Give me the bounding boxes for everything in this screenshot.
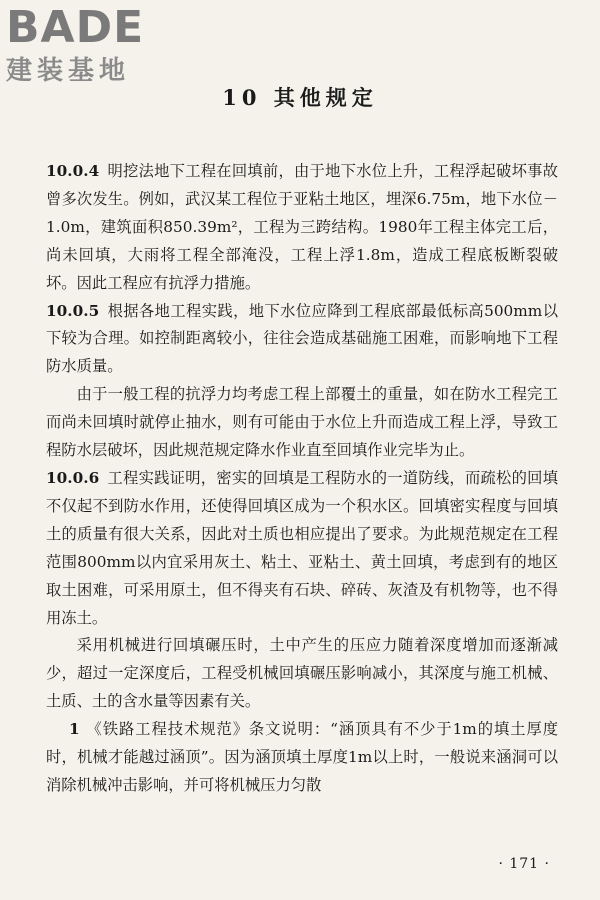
chapter-title: 10 其他规定: [222, 85, 378, 110]
clause-number: 10.0.5: [46, 301, 100, 320]
clause-text: 工程实践证明，密实的回填是工程防水的一道防线，而疏松的回填不仅起不到防水作用，还使得回填区成为一个积水区。回填密实程度与回填土的质量有很大关系，因此对土质也相应提出了要求。为此规范规定在工程范围800mm以内宜采用灰土、粘土、亚粘土、黄土回填，考虑到有的地区取土困难，可采用原土，但不得夹有石块、碎砖、灰渣及有机物等，也不得用冻土。: [46, 468, 558, 627]
clause-number: 10.0.4: [46, 162, 100, 180]
clause-10-0-4: [46, 158, 558, 298]
clause-text: 明挖法地下工程在回填前，由于地下水位上升，工程浮起破坏事故曾多次发生。例如，武汉某工程位于亚粘土地区，埋深6.75m，地下水位－1.0m，建筑面积850.39m²，工程为三跨结构。1980年工程主体完工后，尚未回填，大雨将工程全部淹没，工程上浮1.8m，造成工程底板断裂破坏。因此工程应有抗浮力措施。: [46, 162, 558, 292]
paragraph: 采用机械进行回填碾压时，土中产生的压应力随着深度增加而逐渐减少，超过一定深度后，工程受机械回填碾压影响减小，其深度与施工机械、土质、土的含水量等因素有关。: [46, 636, 558, 711]
clause-10-0-6: [46, 465, 558, 632]
clause-10-0-5: [46, 298, 558, 382]
document-body: [46, 158, 558, 800]
clause-text: 根据各地工程实践，地下水位应降到工程底部最低标高500mm以下较为合理。如控制距离较小，往往会造成基础施工困难，而影响地下工程防水质量。: [46, 301, 558, 376]
page-number: · 171 ·: [498, 856, 550, 872]
list-item: [46, 716, 558, 800]
clause-number: 10.0.6: [46, 468, 100, 487]
list-item-number: 1: [68, 720, 80, 739]
logo: [6, 4, 176, 86]
logo-subtitle: 建装基地: [6, 56, 131, 86]
logo-wordmark: BADE: [6, 2, 145, 53]
paragraph: 由于一般工程的抗浮力均考虑工程上部覆土的重量，如在防水工程完工而尚未回填时就停止抽水，则有可能由于水位上升而造成工程上浮，导致工程防水层破坏，因此规范规定降水作业直至回填作业完毕为止。: [46, 385, 558, 460]
list-item-text: 《铁路工程技术规范》条文说明：“涵顶具有不少于1m的填土厚度时，机械才能越过涵顶”。因为涵顶填土厚度1m以上时，一般说来涵洞可以消除机械冲击影响，并可将机械压力匀散: [46, 720, 558, 794]
